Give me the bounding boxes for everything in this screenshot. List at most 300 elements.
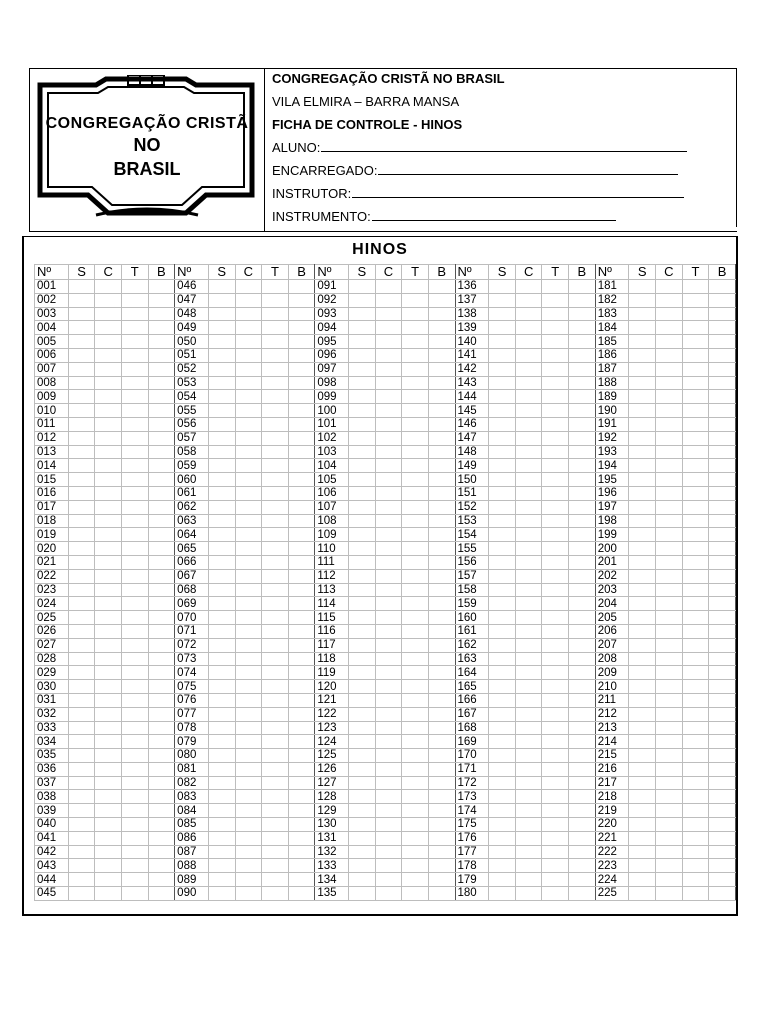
check-cell-b[interactable]: [288, 321, 315, 335]
check-cell-c[interactable]: [235, 693, 262, 707]
check-cell-c[interactable]: [515, 280, 542, 294]
check-cell-s[interactable]: [68, 293, 95, 307]
check-cell-c[interactable]: [656, 459, 683, 473]
check-cell-s[interactable]: [349, 528, 376, 542]
check-cell-b[interactable]: [709, 280, 736, 294]
check-cell-s[interactable]: [629, 749, 656, 763]
check-cell-t[interactable]: [402, 307, 429, 321]
check-cell-s[interactable]: [68, 500, 95, 514]
check-cell-s[interactable]: [489, 666, 516, 680]
check-cell-c[interactable]: [375, 624, 402, 638]
check-cell-s[interactable]: [68, 680, 95, 694]
check-cell-b[interactable]: [288, 887, 315, 901]
check-cell-t[interactable]: [262, 707, 289, 721]
check-cell-c[interactable]: [375, 321, 402, 335]
check-cell-t[interactable]: [121, 707, 148, 721]
check-cell-s[interactable]: [629, 417, 656, 431]
check-cell-s[interactable]: [349, 542, 376, 556]
check-cell-c[interactable]: [375, 555, 402, 569]
check-cell-c[interactable]: [515, 569, 542, 583]
check-cell-s[interactable]: [349, 735, 376, 749]
check-cell-t[interactable]: [402, 486, 429, 500]
check-cell-b[interactable]: [709, 417, 736, 431]
check-cell-s[interactable]: [68, 555, 95, 569]
check-cell-t[interactable]: [402, 431, 429, 445]
check-cell-b[interactable]: [428, 431, 455, 445]
check-cell-b[interactable]: [428, 887, 455, 901]
check-cell-b[interactable]: [148, 280, 175, 294]
check-cell-t[interactable]: [542, 528, 569, 542]
check-cell-t[interactable]: [262, 597, 289, 611]
check-cell-s[interactable]: [349, 652, 376, 666]
check-cell-c[interactable]: [656, 666, 683, 680]
check-cell-c[interactable]: [95, 335, 122, 349]
check-cell-b[interactable]: [288, 831, 315, 845]
check-cell-t[interactable]: [262, 859, 289, 873]
check-cell-s[interactable]: [629, 873, 656, 887]
check-cell-s[interactable]: [349, 776, 376, 790]
check-cell-t[interactable]: [121, 348, 148, 362]
check-cell-c[interactable]: [235, 528, 262, 542]
check-cell-c[interactable]: [95, 873, 122, 887]
check-cell-t[interactable]: [262, 417, 289, 431]
check-cell-c[interactable]: [235, 335, 262, 349]
check-cell-t[interactable]: [682, 307, 709, 321]
check-cell-t[interactable]: [542, 293, 569, 307]
check-cell-t[interactable]: [402, 818, 429, 832]
check-cell-c[interactable]: [656, 762, 683, 776]
check-cell-c[interactable]: [95, 831, 122, 845]
check-cell-t[interactable]: [121, 790, 148, 804]
check-cell-b[interactable]: [288, 500, 315, 514]
check-cell-t[interactable]: [542, 693, 569, 707]
check-cell-c[interactable]: [656, 335, 683, 349]
check-cell-b[interactable]: [428, 693, 455, 707]
check-cell-b[interactable]: [709, 376, 736, 390]
check-cell-c[interactable]: [235, 280, 262, 294]
check-cell-s[interactable]: [208, 473, 235, 487]
check-cell-b[interactable]: [709, 473, 736, 487]
check-cell-s[interactable]: [208, 680, 235, 694]
check-cell-c[interactable]: [235, 307, 262, 321]
check-cell-s[interactable]: [68, 417, 95, 431]
check-cell-c[interactable]: [95, 404, 122, 418]
check-cell-s[interactable]: [68, 528, 95, 542]
check-cell-b[interactable]: [428, 721, 455, 735]
check-cell-b[interactable]: [709, 293, 736, 307]
check-cell-s[interactable]: [629, 459, 656, 473]
check-cell-c[interactable]: [375, 390, 402, 404]
check-cell-b[interactable]: [569, 804, 596, 818]
check-cell-b[interactable]: [709, 362, 736, 376]
check-cell-s[interactable]: [489, 597, 516, 611]
check-cell-c[interactable]: [656, 500, 683, 514]
check-cell-b[interactable]: [709, 638, 736, 652]
check-cell-c[interactable]: [656, 693, 683, 707]
check-cell-s[interactable]: [489, 293, 516, 307]
check-cell-c[interactable]: [656, 555, 683, 569]
check-cell-t[interactable]: [262, 542, 289, 556]
check-cell-s[interactable]: [489, 459, 516, 473]
check-cell-s[interactable]: [629, 569, 656, 583]
check-cell-s[interactable]: [489, 776, 516, 790]
check-cell-s[interactable]: [68, 735, 95, 749]
check-cell-c[interactable]: [375, 652, 402, 666]
check-cell-s[interactable]: [489, 845, 516, 859]
check-cell-b[interactable]: [148, 680, 175, 694]
check-cell-s[interactable]: [208, 417, 235, 431]
check-cell-s[interactable]: [489, 583, 516, 597]
check-cell-t[interactable]: [402, 873, 429, 887]
check-cell-t[interactable]: [682, 459, 709, 473]
check-cell-c[interactable]: [515, 583, 542, 597]
check-cell-s[interactable]: [489, 652, 516, 666]
check-cell-c[interactable]: [235, 873, 262, 887]
check-cell-c[interactable]: [656, 638, 683, 652]
check-cell-s[interactable]: [629, 638, 656, 652]
check-cell-b[interactable]: [709, 321, 736, 335]
check-cell-s[interactable]: [68, 459, 95, 473]
check-cell-s[interactable]: [629, 831, 656, 845]
check-cell-c[interactable]: [235, 611, 262, 625]
check-cell-c[interactable]: [656, 348, 683, 362]
check-cell-s[interactable]: [208, 873, 235, 887]
check-cell-b[interactable]: [428, 707, 455, 721]
check-cell-b[interactable]: [148, 721, 175, 735]
check-cell-t[interactable]: [682, 514, 709, 528]
check-cell-t[interactable]: [542, 804, 569, 818]
check-cell-b[interactable]: [569, 707, 596, 721]
check-cell-s[interactable]: [208, 500, 235, 514]
check-cell-c[interactable]: [515, 735, 542, 749]
check-cell-c[interactable]: [656, 749, 683, 763]
check-cell-t[interactable]: [121, 486, 148, 500]
check-cell-c[interactable]: [515, 473, 542, 487]
check-cell-s[interactable]: [68, 335, 95, 349]
check-cell-b[interactable]: [148, 459, 175, 473]
check-cell-s[interactable]: [208, 597, 235, 611]
check-cell-s[interactable]: [68, 569, 95, 583]
check-cell-c[interactable]: [515, 652, 542, 666]
check-cell-t[interactable]: [542, 431, 569, 445]
check-cell-s[interactable]: [68, 749, 95, 763]
check-cell-s[interactable]: [489, 735, 516, 749]
check-cell-b[interactable]: [148, 555, 175, 569]
check-cell-t[interactable]: [402, 280, 429, 294]
check-cell-b[interactable]: [709, 335, 736, 349]
check-cell-c[interactable]: [95, 362, 122, 376]
check-cell-b[interactable]: [569, 749, 596, 763]
check-cell-t[interactable]: [402, 790, 429, 804]
check-cell-c[interactable]: [656, 721, 683, 735]
check-cell-c[interactable]: [95, 749, 122, 763]
check-cell-c[interactable]: [235, 404, 262, 418]
check-cell-s[interactable]: [68, 790, 95, 804]
check-cell-t[interactable]: [262, 831, 289, 845]
check-cell-t[interactable]: [121, 693, 148, 707]
check-cell-t[interactable]: [262, 390, 289, 404]
check-cell-s[interactable]: [68, 845, 95, 859]
check-cell-s[interactable]: [349, 335, 376, 349]
check-cell-b[interactable]: [148, 859, 175, 873]
check-cell-t[interactable]: [542, 721, 569, 735]
check-cell-t[interactable]: [542, 376, 569, 390]
check-cell-s[interactable]: [629, 735, 656, 749]
check-cell-t[interactable]: [262, 431, 289, 445]
check-cell-b[interactable]: [428, 680, 455, 694]
check-cell-s[interactable]: [349, 693, 376, 707]
check-cell-t[interactable]: [262, 514, 289, 528]
check-cell-t[interactable]: [262, 845, 289, 859]
check-cell-s[interactable]: [629, 611, 656, 625]
check-cell-t[interactable]: [682, 473, 709, 487]
check-cell-s[interactable]: [68, 666, 95, 680]
check-cell-t[interactable]: [402, 459, 429, 473]
check-cell-s[interactable]: [349, 666, 376, 680]
check-cell-b[interactable]: [148, 404, 175, 418]
check-cell-t[interactable]: [262, 348, 289, 362]
check-cell-t[interactable]: [121, 652, 148, 666]
instrutor-field[interactable]: [272, 184, 737, 207]
check-cell-t[interactable]: [121, 804, 148, 818]
check-cell-t[interactable]: [682, 500, 709, 514]
check-cell-s[interactable]: [208, 652, 235, 666]
check-cell-s[interactable]: [489, 762, 516, 776]
check-cell-s[interactable]: [489, 831, 516, 845]
check-cell-b[interactable]: [709, 790, 736, 804]
check-cell-t[interactable]: [262, 873, 289, 887]
check-cell-c[interactable]: [375, 362, 402, 376]
check-cell-s[interactable]: [629, 390, 656, 404]
check-cell-b[interactable]: [148, 514, 175, 528]
check-cell-s[interactable]: [489, 486, 516, 500]
check-cell-b[interactable]: [709, 721, 736, 735]
check-cell-b[interactable]: [569, 307, 596, 321]
check-cell-t[interactable]: [542, 776, 569, 790]
check-cell-c[interactable]: [515, 707, 542, 721]
check-cell-s[interactable]: [349, 762, 376, 776]
check-cell-b[interactable]: [428, 873, 455, 887]
check-cell-c[interactable]: [235, 845, 262, 859]
check-cell-s[interactable]: [629, 542, 656, 556]
check-cell-b[interactable]: [569, 417, 596, 431]
check-cell-s[interactable]: [629, 583, 656, 597]
instrutor-line[interactable]: [352, 186, 684, 198]
check-cell-b[interactable]: [569, 431, 596, 445]
check-cell-b[interactable]: [288, 597, 315, 611]
check-cell-b[interactable]: [709, 652, 736, 666]
check-cell-c[interactable]: [515, 859, 542, 873]
check-cell-c[interactable]: [515, 293, 542, 307]
check-cell-c[interactable]: [515, 335, 542, 349]
check-cell-c[interactable]: [95, 666, 122, 680]
check-cell-b[interactable]: [709, 445, 736, 459]
check-cell-s[interactable]: [208, 348, 235, 362]
check-cell-s[interactable]: [489, 280, 516, 294]
check-cell-b[interactable]: [428, 376, 455, 390]
instrumento-line[interactable]: [372, 209, 616, 221]
check-cell-t[interactable]: [682, 335, 709, 349]
check-cell-b[interactable]: [569, 873, 596, 887]
check-cell-c[interactable]: [515, 500, 542, 514]
check-cell-c[interactable]: [375, 859, 402, 873]
check-cell-s[interactable]: [208, 307, 235, 321]
check-cell-b[interactable]: [288, 762, 315, 776]
check-cell-b[interactable]: [428, 280, 455, 294]
check-cell-s[interactable]: [68, 348, 95, 362]
check-cell-s[interactable]: [349, 749, 376, 763]
check-cell-t[interactable]: [121, 514, 148, 528]
check-cell-s[interactable]: [349, 611, 376, 625]
check-cell-s[interactable]: [68, 280, 95, 294]
check-cell-t[interactable]: [402, 293, 429, 307]
check-cell-s[interactable]: [68, 362, 95, 376]
check-cell-b[interactable]: [288, 873, 315, 887]
check-cell-t[interactable]: [121, 845, 148, 859]
check-cell-s[interactable]: [629, 500, 656, 514]
check-cell-c[interactable]: [95, 776, 122, 790]
check-cell-c[interactable]: [515, 376, 542, 390]
check-cell-t[interactable]: [682, 873, 709, 887]
check-cell-b[interactable]: [709, 307, 736, 321]
check-cell-s[interactable]: [629, 652, 656, 666]
check-cell-t[interactable]: [121, 680, 148, 694]
check-cell-b[interactable]: [148, 486, 175, 500]
check-cell-c[interactable]: [656, 280, 683, 294]
check-cell-s[interactable]: [349, 514, 376, 528]
check-cell-b[interactable]: [288, 417, 315, 431]
check-cell-b[interactable]: [428, 362, 455, 376]
check-cell-t[interactable]: [682, 293, 709, 307]
check-cell-s[interactable]: [349, 376, 376, 390]
check-cell-s[interactable]: [629, 624, 656, 638]
check-cell-b[interactable]: [148, 473, 175, 487]
check-cell-b[interactable]: [148, 362, 175, 376]
check-cell-s[interactable]: [349, 818, 376, 832]
check-cell-t[interactable]: [262, 804, 289, 818]
check-cell-s[interactable]: [208, 845, 235, 859]
check-cell-s[interactable]: [208, 666, 235, 680]
check-cell-t[interactable]: [402, 735, 429, 749]
check-cell-c[interactable]: [515, 431, 542, 445]
check-cell-t[interactable]: [402, 473, 429, 487]
check-cell-s[interactable]: [489, 624, 516, 638]
check-cell-c[interactable]: [656, 804, 683, 818]
check-cell-c[interactable]: [375, 542, 402, 556]
check-cell-c[interactable]: [375, 486, 402, 500]
check-cell-b[interactable]: [709, 514, 736, 528]
check-cell-s[interactable]: [489, 804, 516, 818]
check-cell-t[interactable]: [542, 348, 569, 362]
check-cell-s[interactable]: [629, 335, 656, 349]
check-cell-t[interactable]: [542, 790, 569, 804]
check-cell-t[interactable]: [262, 486, 289, 500]
encarregado-line[interactable]: [378, 163, 678, 175]
check-cell-s[interactable]: [208, 514, 235, 528]
check-cell-b[interactable]: [709, 486, 736, 500]
check-cell-b[interactable]: [288, 473, 315, 487]
check-cell-t[interactable]: [682, 445, 709, 459]
check-cell-t[interactable]: [121, 473, 148, 487]
check-cell-t[interactable]: [682, 831, 709, 845]
check-cell-c[interactable]: [95, 431, 122, 445]
check-cell-s[interactable]: [629, 859, 656, 873]
check-cell-t[interactable]: [262, 583, 289, 597]
check-cell-b[interactable]: [288, 624, 315, 638]
check-cell-t[interactable]: [402, 666, 429, 680]
check-cell-t[interactable]: [542, 500, 569, 514]
check-cell-t[interactable]: [402, 597, 429, 611]
check-cell-s[interactable]: [489, 445, 516, 459]
check-cell-t[interactable]: [402, 583, 429, 597]
check-cell-b[interactable]: [288, 569, 315, 583]
check-cell-b[interactable]: [148, 569, 175, 583]
check-cell-t[interactable]: [682, 555, 709, 569]
check-cell-t[interactable]: [402, 514, 429, 528]
check-cell-s[interactable]: [68, 859, 95, 873]
check-cell-t[interactable]: [402, 348, 429, 362]
check-cell-s[interactable]: [489, 376, 516, 390]
check-cell-s[interactable]: [629, 473, 656, 487]
check-cell-c[interactable]: [375, 583, 402, 597]
check-cell-c[interactable]: [235, 417, 262, 431]
check-cell-t[interactable]: [542, 873, 569, 887]
check-cell-b[interactable]: [288, 735, 315, 749]
check-cell-b[interactable]: [148, 348, 175, 362]
check-cell-s[interactable]: [489, 500, 516, 514]
check-cell-t[interactable]: [542, 624, 569, 638]
check-cell-t[interactable]: [542, 542, 569, 556]
check-cell-t[interactable]: [402, 680, 429, 694]
check-cell-b[interactable]: [709, 583, 736, 597]
check-cell-c[interactable]: [656, 859, 683, 873]
check-cell-t[interactable]: [542, 597, 569, 611]
check-cell-s[interactable]: [68, 707, 95, 721]
check-cell-b[interactable]: [709, 831, 736, 845]
check-cell-c[interactable]: [515, 307, 542, 321]
check-cell-c[interactable]: [235, 721, 262, 735]
check-cell-t[interactable]: [542, 680, 569, 694]
check-cell-c[interactable]: [235, 293, 262, 307]
check-cell-s[interactable]: [68, 804, 95, 818]
check-cell-t[interactable]: [542, 666, 569, 680]
check-cell-t[interactable]: [682, 721, 709, 735]
check-cell-c[interactable]: [235, 707, 262, 721]
check-cell-b[interactable]: [428, 321, 455, 335]
check-cell-b[interactable]: [288, 666, 315, 680]
check-cell-s[interactable]: [349, 445, 376, 459]
check-cell-c[interactable]: [235, 749, 262, 763]
check-cell-b[interactable]: [428, 790, 455, 804]
check-cell-t[interactable]: [121, 500, 148, 514]
check-cell-b[interactable]: [148, 693, 175, 707]
check-cell-c[interactable]: [375, 445, 402, 459]
check-cell-t[interactable]: [682, 707, 709, 721]
check-cell-c[interactable]: [515, 542, 542, 556]
check-cell-t[interactable]: [682, 749, 709, 763]
check-cell-c[interactable]: [235, 459, 262, 473]
check-cell-s[interactable]: [68, 721, 95, 735]
check-cell-c[interactable]: [95, 555, 122, 569]
check-cell-c[interactable]: [656, 583, 683, 597]
check-cell-t[interactable]: [402, 376, 429, 390]
check-cell-s[interactable]: [349, 348, 376, 362]
encarregado-field[interactable]: [272, 161, 737, 184]
check-cell-c[interactable]: [656, 528, 683, 542]
check-cell-b[interactable]: [709, 887, 736, 901]
check-cell-c[interactable]: [656, 707, 683, 721]
check-cell-s[interactable]: [489, 680, 516, 694]
